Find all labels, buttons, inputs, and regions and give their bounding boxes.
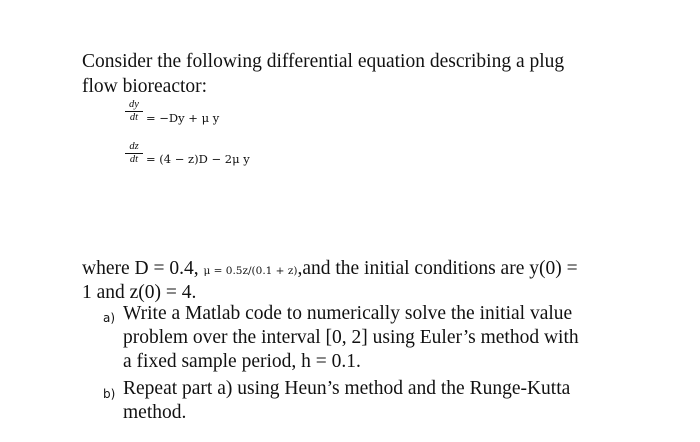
task-a-label: a) [103, 311, 116, 325]
conditions-text: ,and the initial conditions are [297, 258, 530, 279]
task-a-line-3: a fixed sample period, h = 0.1. [123, 351, 361, 372]
equation-1-rhs: = −Dy + μ y [146, 111, 220, 125]
task-a-line-1: Write a Matlab code to numerically solve the initial value [123, 303, 573, 324]
equation-1-numerator: dy [125, 99, 143, 112]
y0-condition: y(0) = [529, 258, 578, 279]
mu-expression: μ = 0.5z/(0.1 + z) [203, 265, 298, 277]
equation-1-denominator: dt [129, 112, 139, 123]
task-b-line-1: Repeat part a) using Heun’s method and the Runge-Kutta [123, 378, 571, 399]
conditions-line-1 [82, 257, 578, 283]
equation-2-denominator: dt [129, 154, 139, 165]
conditions-line-2: 1 and z(0) = 4. [82, 282, 197, 303]
where-prefix: where [82, 258, 135, 279]
intro-line-1: Consider the following differential equation describing a plug [82, 51, 565, 72]
intro-line-2: flow bioreactor: [82, 76, 208, 97]
equation-1-fraction [125, 99, 143, 124]
d-value: D = 0.4, [134, 258, 199, 279]
task-a-line-2: problem over the interval [0, 2] using Euler’s method with [123, 327, 579, 348]
equation-2-numerator: dz [125, 141, 143, 154]
equation-2-rhs: = (4 − z)D − 2μ y [146, 152, 250, 166]
equation-2-fraction [125, 141, 143, 166]
task-b-line-2: method. [123, 402, 187, 423]
task-b-label: b) [103, 387, 116, 401]
